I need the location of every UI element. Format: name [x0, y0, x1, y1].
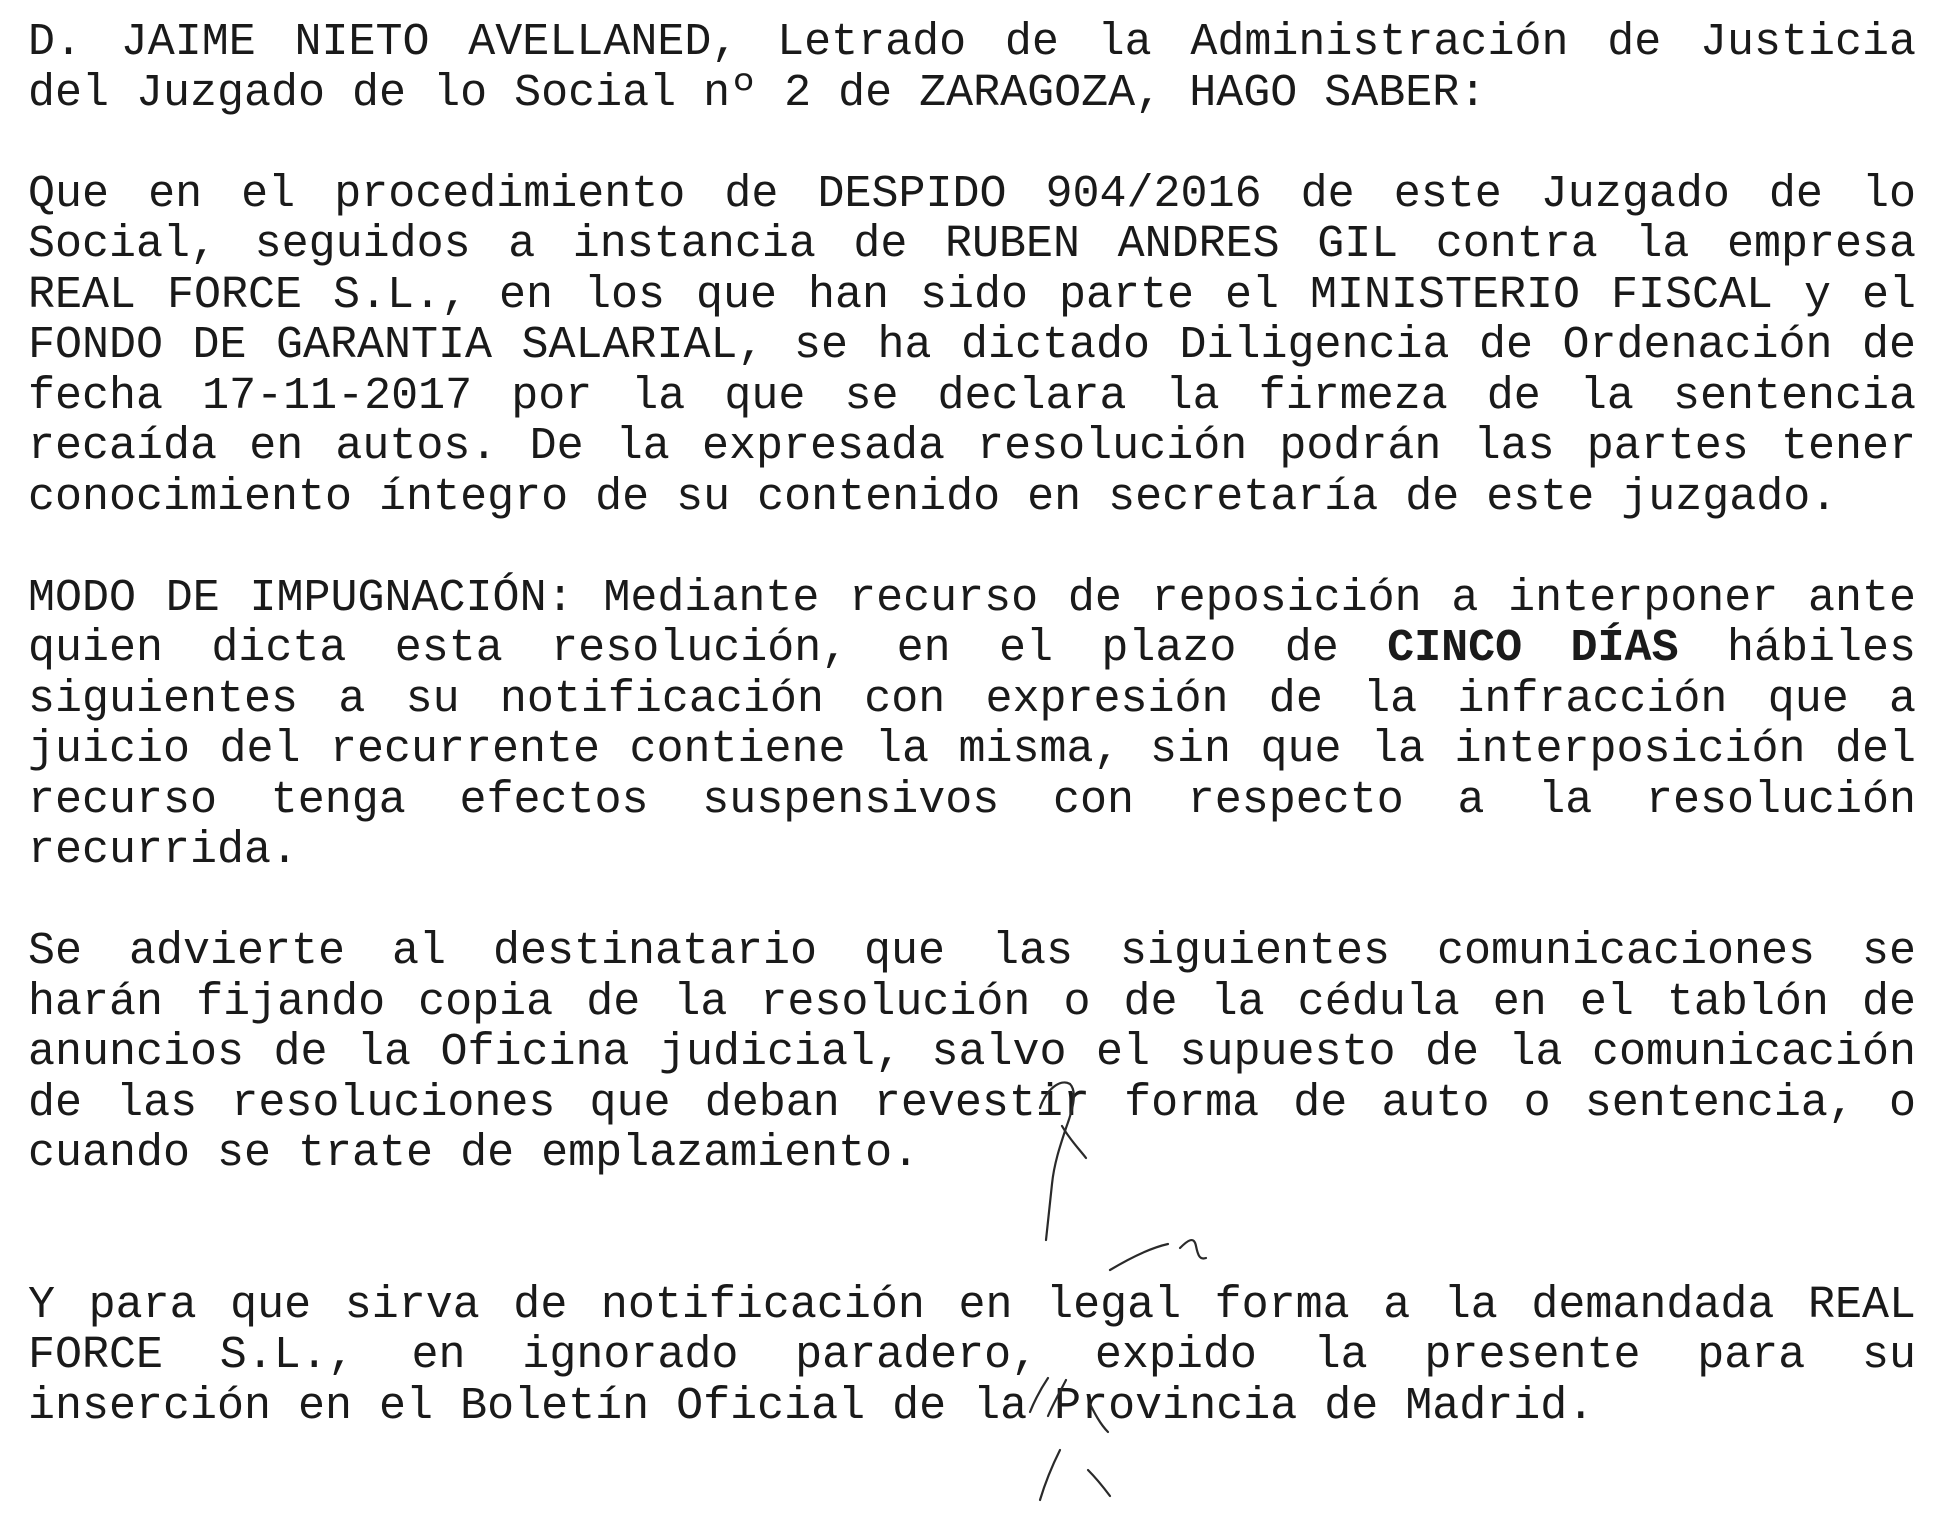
paragraph-notification: Y para que sirva de notificación en legal forma a la demandada REAL FORCE S.L., en ignorado paradero, expido la presente para su inserción en el Boletín Oficial de la Provincia de Madrid.	[28, 1279, 1916, 1432]
paragraph-procedure: Que en el procedimiento de DESPIDO 904/2016 de este Juzgado de lo Social, seguidos a instancia de RUBEN ANDRES GIL contra la empresa REAL FORCE S.L., en los que han sido parte el MINISTERIO FISCAL y el FONDO DE GARANTIA SALARIAL, se ha dictado Diligencia de Ordenación de fecha 17-11-2017 por la que se declara la firmeza de la sentencia recaída en autos. De la expresada resolución podrán las partes tener conocimiento íntegro de su contenido en secretaría de este juzgado.	[28, 168, 1916, 523]
paragraph-warning: Se advierte al destinatario que las siguientes comunicaciones se harán fijando copia de la resolución o de la cédula en el tablón de anuncios de la Oficina judicial, salvo el supuesto de la comunicación de las resoluciones que deban revestir forma de auto o sentencia, o cuando se trate de emplazamiento.	[28, 926, 1916, 1179]
signature-stroke	[1040, 1450, 1060, 1500]
document-header: D. JAIME NIETO AVELLANED, Letrado de la Administración de Justicia del Juzgado de lo Social nº 2 de ZARAGOZA, HAGO SABER:	[28, 17, 1916, 119]
deadline-bold: CINCO DÍAS	[1387, 623, 1679, 674]
paragraph-impugnation	[28, 574, 1916, 877]
signature-stroke	[1088, 1470, 1110, 1496]
document-body	[28, 18, 1916, 1432]
impugnation-text-end: hábiles siguientes a su notificación con expresión de la infracción que a juicio del recurrente contiene la misma, sin que la interposición del recurso tenga efectos suspensivos con respecto a la resolución recurrida.	[28, 623, 1916, 876]
impugnation-text-start: MODO DE IMPUGNACIÓN: Mediante recurso de reposición a interponer ante quien dicta esta resolución, en el plazo de	[28, 572, 1916, 674]
